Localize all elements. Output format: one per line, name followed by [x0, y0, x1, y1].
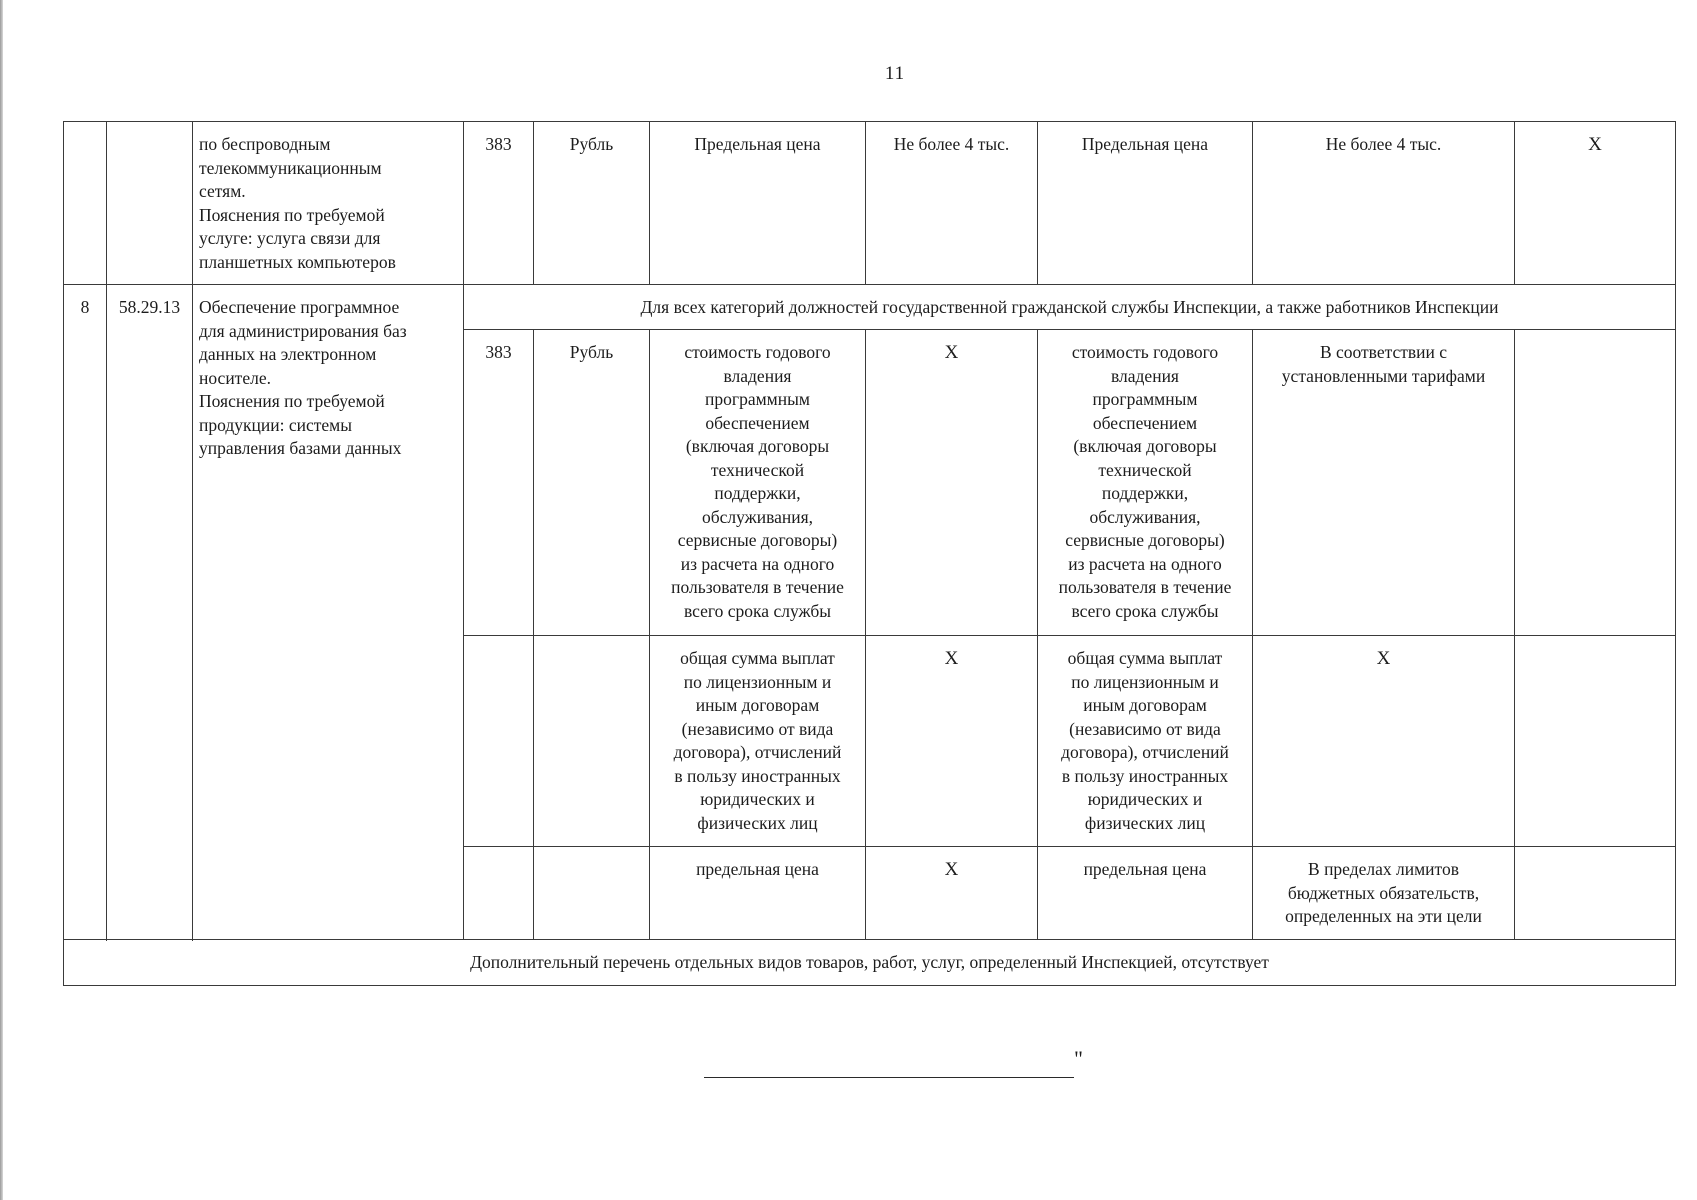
value-cell: Х — [866, 330, 1038, 636]
justification-cell — [1515, 847, 1676, 940]
justification-cell: Х — [1515, 122, 1676, 285]
item-name-cell: по беспроводным телекоммуникационным сетям. Пояснения по требуемой услуге: услуга связи для планшетных компьютеров — [193, 122, 464, 285]
value-cell: Х — [1253, 636, 1515, 847]
unit-cell: Рубль — [534, 122, 650, 285]
table-row — [64, 940, 1676, 986]
justification-cell — [1515, 330, 1676, 636]
value-cell: В соответствии с установленными тарифами — [1253, 330, 1515, 636]
characteristic-cell: стоимость годового владения программным обеспечением (включая договоры технической поддержки, обслуживания, сервисные договоры) из расчета на одного пользователя в течение всего срока службы — [650, 330, 866, 636]
characteristic-cell: стоимость годового владения программным обеспечением (включая договоры технической поддержки, обслуживания, сервисные договоры) из расчета на одного пользователя в течение всего срока службы — [1038, 330, 1253, 636]
okpd-code-cell: 58.29.13 — [107, 285, 193, 940]
value-cell: Не более 4 тыс. — [1253, 122, 1515, 285]
category-header-cell: Для всех категорий должностей государственной гражданской службы Инспекции, а также работников Инспекции — [464, 285, 1676, 330]
row-number-cell: 8 — [64, 285, 107, 940]
scan-edge — [0, 0, 3, 1200]
footer-note-cell: Дополнительный перечень отдельных видов товаров, работ, услуг, определенный Инспекцией, отсутствует — [64, 940, 1676, 986]
table-row — [64, 285, 1676, 330]
value-cell: Х — [866, 636, 1038, 847]
item-name-cell: Обеспечение программное для администрирования баз данных на электронном носителе. Пояснения по требуемой продукции: системы управления базами данных — [193, 285, 464, 940]
unit-cell — [534, 636, 650, 847]
requirements-table — [63, 121, 1676, 986]
characteristic-cell: общая сумма выплат по лицензионным и иным договорам (независимо от вида договора), отчислений в пользу иностранных юридических и физических лиц — [1038, 636, 1253, 847]
okei-code-cell: 383 — [464, 330, 534, 636]
characteristic-cell: общая сумма выплат по лицензионным и иным договорам (независимо от вида договора), отчислений в пользу иностранных юридических и физических лиц — [650, 636, 866, 847]
value-cell: Х — [866, 847, 1038, 940]
row-number-cell — [64, 122, 107, 285]
signature-line — [704, 1077, 1074, 1078]
characteristic-cell: Предельная цена — [1038, 122, 1253, 285]
okei-code-cell — [464, 847, 534, 940]
page-number: 11 — [884, 63, 906, 84]
okpd-code-cell — [107, 122, 193, 285]
characteristic-cell: Предельная цена — [650, 122, 866, 285]
characteristic-cell: предельная цена — [650, 847, 866, 940]
table-row — [64, 122, 1676, 285]
okei-code-cell — [464, 636, 534, 847]
justification-cell — [1515, 636, 1676, 847]
okei-code-cell: 383 — [464, 122, 534, 285]
unit-cell: Рубль — [534, 330, 650, 636]
closing-quote: " — [1074, 1046, 1083, 1071]
value-cell: Не более 4 тыс. — [866, 122, 1038, 285]
characteristic-cell: предельная цена — [1038, 847, 1253, 940]
unit-cell — [534, 847, 650, 940]
value-cell: В пределах лимитов бюджетных обязательств, определенных на эти цели — [1253, 847, 1515, 940]
